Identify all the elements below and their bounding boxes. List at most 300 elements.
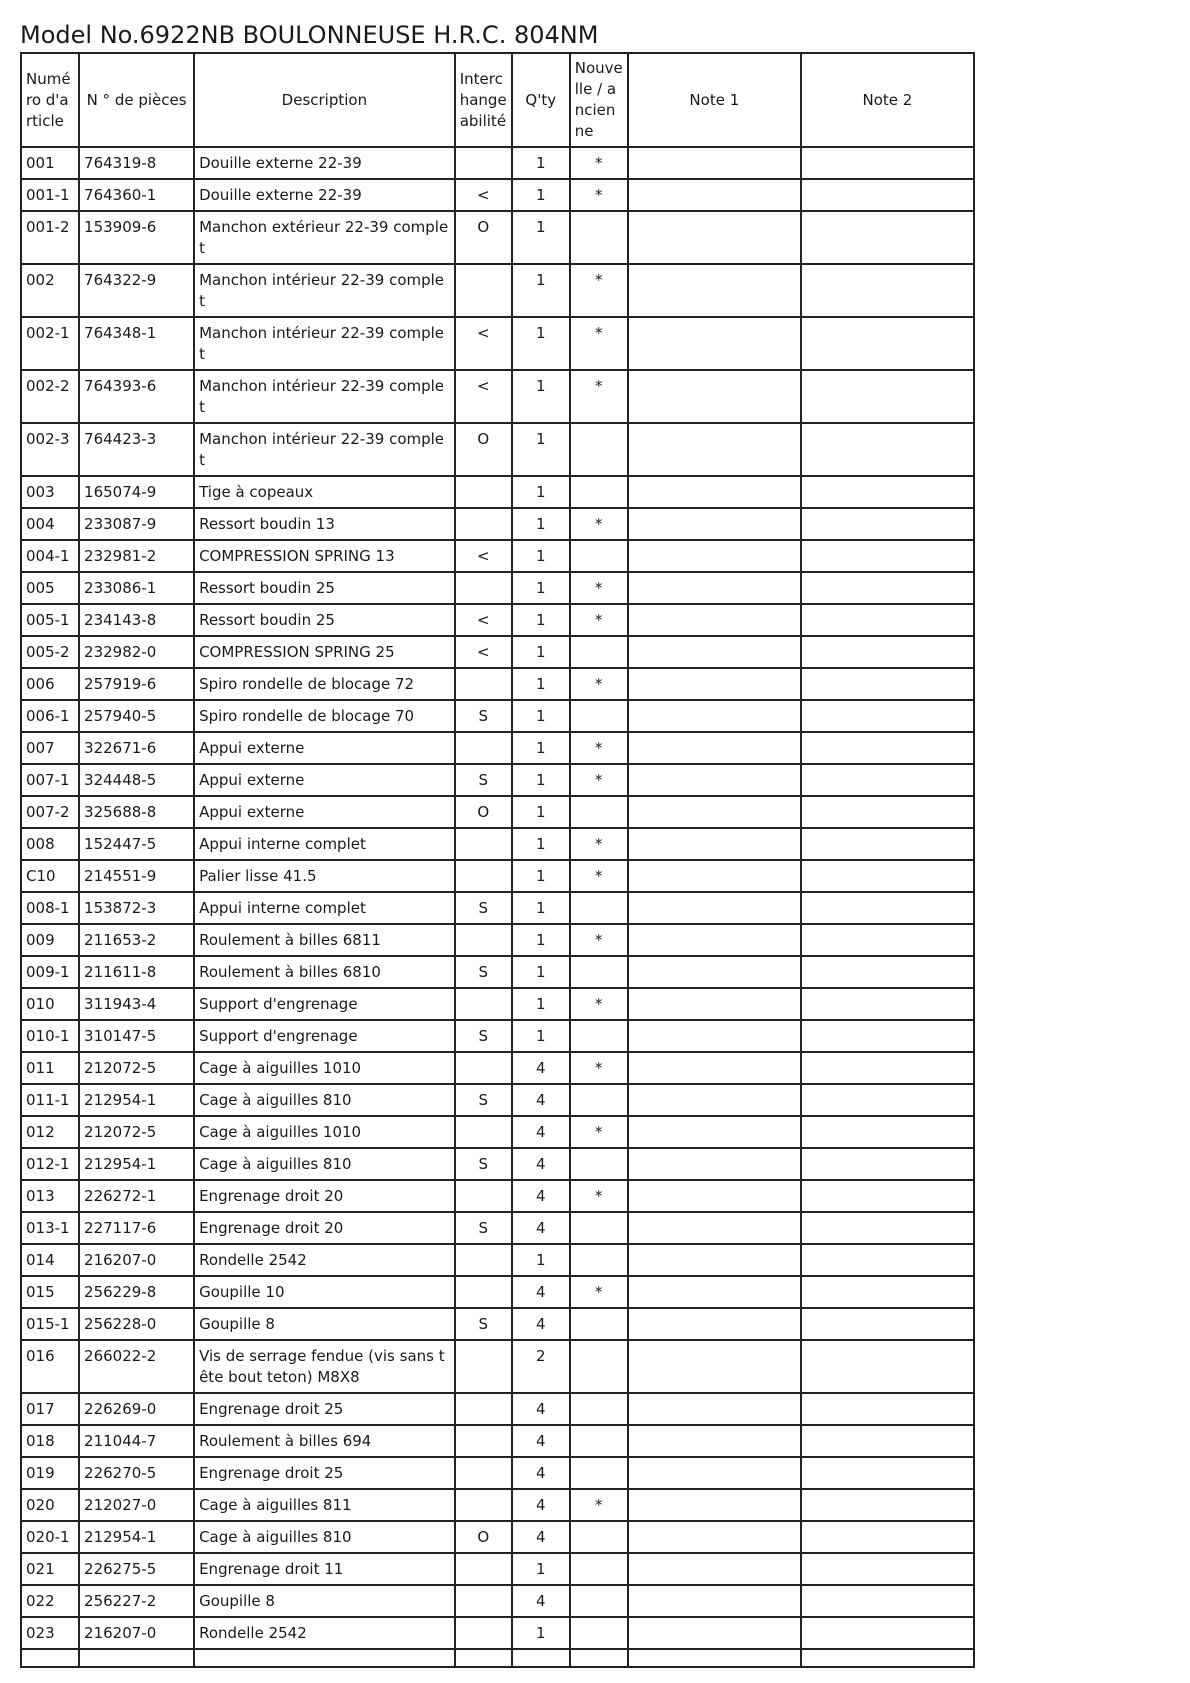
cell-new-old: * (570, 1180, 628, 1212)
cell-note2 (801, 1180, 974, 1212)
cell-item-no: 009-1 (21, 956, 79, 988)
cell-interchangeability (455, 1617, 512, 1649)
cell-qty: 1 (512, 700, 570, 732)
cell-note2 (801, 988, 974, 1020)
cell-new-old (570, 1020, 628, 1052)
cell-interchangeability (455, 264, 512, 317)
cell-interchangeability (455, 1276, 512, 1308)
cell-empty (21, 1649, 79, 1667)
table-row (21, 1212, 974, 1244)
table-row-cut-off (21, 1649, 974, 1667)
table-row (21, 1457, 974, 1489)
cell-description: Roulement à billes 694 (194, 1425, 455, 1457)
cell-note1 (628, 1148, 801, 1180)
table-row (21, 1393, 974, 1425)
cell-qty: 1 (512, 147, 570, 179)
cell-empty (570, 1649, 628, 1667)
cell-note2 (801, 1457, 974, 1489)
cell-note2 (801, 892, 974, 924)
cell-qty: 1 (512, 317, 570, 370)
table-row (21, 924, 974, 956)
cell-part-no: 764423-3 (79, 423, 194, 476)
table-row (21, 636, 974, 668)
cell-note1 (628, 1617, 801, 1649)
cell-item-no: 002-2 (21, 370, 79, 423)
cell-note2 (801, 1425, 974, 1457)
cell-empty (628, 1649, 801, 1667)
cell-note1 (628, 476, 801, 508)
cell-note2 (801, 1617, 974, 1649)
cell-item-no: 006 (21, 668, 79, 700)
cell-item-no: 020-1 (21, 1521, 79, 1553)
cell-note1 (628, 1393, 801, 1425)
cell-description: Appui externe (194, 764, 455, 796)
cell-empty (194, 1649, 455, 1667)
cell-note1 (628, 828, 801, 860)
cell-note1 (628, 796, 801, 828)
cell-part-no: 232982-0 (79, 636, 194, 668)
cell-qty: 1 (512, 956, 570, 988)
cell-note2 (801, 1553, 974, 1585)
cell-qty: 1 (512, 636, 570, 668)
cell-qty: 4 (512, 1052, 570, 1084)
cell-note2 (801, 604, 974, 636)
cell-part-no: 153872-3 (79, 892, 194, 924)
cell-note2 (801, 1052, 974, 1084)
cell-description: Goupille 10 (194, 1276, 455, 1308)
cell-description: Engrenage droit 20 (194, 1212, 455, 1244)
cell-part-no: 226275-5 (79, 1553, 194, 1585)
cell-new-old: * (570, 1116, 628, 1148)
cell-note2 (801, 147, 974, 179)
cell-note1 (628, 1521, 801, 1553)
cell-interchangeability: < (455, 540, 512, 572)
table-row (21, 956, 974, 988)
cell-new-old: * (570, 508, 628, 540)
cell-note2 (801, 1585, 974, 1617)
cell-note1 (628, 370, 801, 423)
cell-part-no: 212072-5 (79, 1052, 194, 1084)
cell-item-no: 023 (21, 1617, 79, 1649)
col-header-item-no: Numéro d'article (21, 53, 79, 147)
cell-description: Manchon intérieur 22-39 complet (194, 264, 455, 317)
cell-note1 (628, 1340, 801, 1393)
cell-note1 (628, 764, 801, 796)
cell-qty: 1 (512, 796, 570, 828)
cell-new-old: * (570, 147, 628, 179)
cell-part-no: 226269-0 (79, 1393, 194, 1425)
cell-interchangeability: S (455, 892, 512, 924)
cell-description: COMPRESSION SPRING 25 (194, 636, 455, 668)
cell-note2 (801, 732, 974, 764)
cell-note1 (628, 1457, 801, 1489)
cell-interchangeability (455, 1585, 512, 1617)
table-row (21, 732, 974, 764)
cell-description: Appui interne complet (194, 828, 455, 860)
cell-part-no: 764322-9 (79, 264, 194, 317)
cell-new-old: * (570, 179, 628, 211)
cell-interchangeability: < (455, 370, 512, 423)
col-header-qty: Q'ty (512, 53, 570, 147)
cell-note2 (801, 370, 974, 423)
cell-interchangeability: S (455, 1212, 512, 1244)
cell-note2 (801, 956, 974, 988)
cell-note1 (628, 1052, 801, 1084)
cell-item-no: 002-3 (21, 423, 79, 476)
cell-qty: 1 (512, 211, 570, 264)
cell-new-old (570, 1457, 628, 1489)
cell-interchangeability: < (455, 636, 512, 668)
cell-qty: 4 (512, 1393, 570, 1425)
table-row (21, 264, 974, 317)
cell-item-no: 002 (21, 264, 79, 317)
cell-description: Support d'engrenage (194, 988, 455, 1020)
table-header-row (21, 53, 974, 147)
cell-item-no: 007-2 (21, 796, 79, 828)
cell-note2 (801, 317, 974, 370)
cell-interchangeability: O (455, 1521, 512, 1553)
cell-description: Cage à aiguilles 810 (194, 1521, 455, 1553)
cell-item-no: 008 (21, 828, 79, 860)
cell-part-no: 256228-0 (79, 1308, 194, 1340)
cell-qty: 4 (512, 1457, 570, 1489)
table-row (21, 1244, 974, 1276)
cell-description: Goupille 8 (194, 1585, 455, 1617)
cell-item-no: 006-1 (21, 700, 79, 732)
cell-qty: 1 (512, 764, 570, 796)
cell-description: Cage à aiguilles 810 (194, 1084, 455, 1116)
cell-qty: 1 (512, 264, 570, 317)
cell-description: Spiro rondelle de blocage 70 (194, 700, 455, 732)
cell-qty: 4 (512, 1148, 570, 1180)
cell-interchangeability (455, 1425, 512, 1457)
cell-part-no: 322671-6 (79, 732, 194, 764)
cell-part-no: 311943-4 (79, 988, 194, 1020)
cell-new-old (570, 1393, 628, 1425)
cell-item-no: 004 (21, 508, 79, 540)
cell-interchangeability: S (455, 1308, 512, 1340)
cell-description: Tige à copeaux (194, 476, 455, 508)
cell-item-no: 019 (21, 1457, 79, 1489)
table-row (21, 147, 974, 179)
cell-part-no: 152447-5 (79, 828, 194, 860)
cell-note2 (801, 796, 974, 828)
cell-interchangeability (455, 924, 512, 956)
cell-new-old (570, 1084, 628, 1116)
cell-item-no: 021 (21, 1553, 79, 1585)
cell-note2 (801, 700, 974, 732)
cell-note2 (801, 1116, 974, 1148)
cell-part-no: 256229-8 (79, 1276, 194, 1308)
cell-description: Goupille 8 (194, 1308, 455, 1340)
cell-description: Roulement à billes 6811 (194, 924, 455, 956)
table-row (21, 700, 974, 732)
cell-description: Cage à aiguilles 811 (194, 1489, 455, 1521)
cell-note2 (801, 1489, 974, 1521)
cell-new-old: * (570, 264, 628, 317)
cell-part-no: 212954-1 (79, 1148, 194, 1180)
cell-interchangeability: S (455, 700, 512, 732)
cell-new-old (570, 1585, 628, 1617)
table-row (21, 423, 974, 476)
cell-new-old: * (570, 828, 628, 860)
cell-empty (801, 1649, 974, 1667)
cell-item-no: 005-1 (21, 604, 79, 636)
cell-description: Palier lisse 41.5 (194, 860, 455, 892)
cell-description: Douille externe 22-39 (194, 147, 455, 179)
cell-note2 (801, 211, 974, 264)
table-row (21, 796, 974, 828)
cell-interchangeability: S (455, 1084, 512, 1116)
cell-note2 (801, 1308, 974, 1340)
parts-table (20, 52, 975, 1668)
cell-interchangeability (455, 668, 512, 700)
cell-qty: 1 (512, 179, 570, 211)
table-row (21, 179, 974, 211)
table-row (21, 540, 974, 572)
cell-interchangeability: O (455, 796, 512, 828)
cell-description: Ressort boudin 25 (194, 604, 455, 636)
cell-note1 (628, 1244, 801, 1276)
col-header-note2: Note 2 (801, 53, 974, 147)
cell-qty: 1 (512, 604, 570, 636)
cell-part-no: 764319-8 (79, 147, 194, 179)
cell-new-old (570, 956, 628, 988)
cell-qty: 1 (512, 668, 570, 700)
cell-item-no: 016 (21, 1340, 79, 1393)
cell-part-no: 214551-9 (79, 860, 194, 892)
cell-qty: 4 (512, 1084, 570, 1116)
cell-note2 (801, 636, 974, 668)
cell-description: Cage à aiguilles 1010 (194, 1116, 455, 1148)
cell-item-no: 009 (21, 924, 79, 956)
cell-interchangeability: < (455, 317, 512, 370)
cell-item-no: 007-1 (21, 764, 79, 796)
cell-note2 (801, 264, 974, 317)
cell-interchangeability (455, 1052, 512, 1084)
cell-description: COMPRESSION SPRING 13 (194, 540, 455, 572)
cell-item-no: 011 (21, 1052, 79, 1084)
cell-part-no: 212954-1 (79, 1084, 194, 1116)
cell-description: Vis de serrage fendue (vis sans tête bout teton) M8X8 (194, 1340, 455, 1393)
cell-note2 (801, 1276, 974, 1308)
cell-empty (79, 1649, 194, 1667)
cell-interchangeability (455, 1393, 512, 1425)
table-row (21, 1425, 974, 1457)
cell-new-old: * (570, 764, 628, 796)
table-row (21, 860, 974, 892)
table-row (21, 1084, 974, 1116)
cell-qty: 1 (512, 1244, 570, 1276)
cell-new-old (570, 1553, 628, 1585)
cell-part-no: 211653-2 (79, 924, 194, 956)
cell-description: Douille externe 22-39 (194, 179, 455, 211)
cell-note2 (801, 1340, 974, 1393)
cell-new-old: * (570, 1052, 628, 1084)
cell-qty: 1 (512, 988, 570, 1020)
cell-item-no: 012 (21, 1116, 79, 1148)
cell-new-old: * (570, 317, 628, 370)
cell-item-no: 012-1 (21, 1148, 79, 1180)
cell-new-old (570, 1148, 628, 1180)
cell-interchangeability (455, 508, 512, 540)
cell-note1 (628, 892, 801, 924)
cell-description: Rondelle 2542 (194, 1244, 455, 1276)
cell-new-old: * (570, 732, 628, 764)
cell-interchangeability: O (455, 211, 512, 264)
cell-note2 (801, 179, 974, 211)
cell-interchangeability: S (455, 1148, 512, 1180)
cell-qty: 1 (512, 892, 570, 924)
cell-item-no: 005 (21, 572, 79, 604)
cell-part-no: 325688-8 (79, 796, 194, 828)
cell-interchangeability: S (455, 956, 512, 988)
cell-note1 (628, 1084, 801, 1116)
cell-item-no: 003 (21, 476, 79, 508)
cell-qty: 4 (512, 1585, 570, 1617)
cell-note1 (628, 924, 801, 956)
cell-note1 (628, 264, 801, 317)
cell-interchangeability: < (455, 604, 512, 636)
cell-part-no: 256227-2 (79, 1585, 194, 1617)
cell-note1 (628, 1308, 801, 1340)
cell-item-no: 010 (21, 988, 79, 1020)
cell-item-no: 018 (21, 1425, 79, 1457)
cell-description: Manchon intérieur 22-39 complet (194, 370, 455, 423)
cell-qty: 2 (512, 1340, 570, 1393)
table-row (21, 1180, 974, 1212)
cell-new-old (570, 700, 628, 732)
table-row (21, 604, 974, 636)
cell-item-no: 004-1 (21, 540, 79, 572)
cell-interchangeability (455, 1180, 512, 1212)
cell-description: Appui externe (194, 796, 455, 828)
cell-new-old (570, 211, 628, 264)
cell-new-old (570, 892, 628, 924)
cell-item-no: 020 (21, 1489, 79, 1521)
cell-note1 (628, 1116, 801, 1148)
cell-description: Ressort boudin 25 (194, 572, 455, 604)
cell-new-old (570, 1425, 628, 1457)
table-row (21, 476, 974, 508)
cell-item-no: 008-1 (21, 892, 79, 924)
cell-description: Ressort boudin 13 (194, 508, 455, 540)
cell-note1 (628, 317, 801, 370)
cell-note2 (801, 1084, 974, 1116)
cell-description: Engrenage droit 25 (194, 1457, 455, 1489)
cell-new-old (570, 540, 628, 572)
cell-item-no: 002-1 (21, 317, 79, 370)
cell-note1 (628, 211, 801, 264)
cell-note1 (628, 1489, 801, 1521)
cell-note2 (801, 476, 974, 508)
cell-interchangeability (455, 1116, 512, 1148)
cell-qty: 4 (512, 1116, 570, 1148)
cell-note1 (628, 1276, 801, 1308)
cell-item-no: C10 (21, 860, 79, 892)
table-row (21, 764, 974, 796)
cell-qty: 1 (512, 924, 570, 956)
page-title: Model No.6922NB BOULONNEUSE H.R.C. 804NM (20, 21, 599, 49)
cell-new-old: * (570, 370, 628, 423)
cell-item-no: 014 (21, 1244, 79, 1276)
table-row (21, 211, 974, 264)
cell-note1 (628, 636, 801, 668)
table-row (21, 1521, 974, 1553)
cell-part-no: 257940-5 (79, 700, 194, 732)
cell-description: Appui interne complet (194, 892, 455, 924)
table-row (21, 572, 974, 604)
cell-new-old (570, 1617, 628, 1649)
table-row (21, 1553, 974, 1585)
cell-note1 (628, 1553, 801, 1585)
cell-item-no: 007 (21, 732, 79, 764)
cell-note1 (628, 1180, 801, 1212)
table-row (21, 317, 974, 370)
cell-item-no: 015 (21, 1276, 79, 1308)
cell-part-no: 764393-6 (79, 370, 194, 423)
cell-part-no: 324448-5 (79, 764, 194, 796)
cell-qty: 1 (512, 423, 570, 476)
cell-new-old: * (570, 1276, 628, 1308)
cell-note2 (801, 1148, 974, 1180)
table-row (21, 1308, 974, 1340)
cell-note1 (628, 1425, 801, 1457)
table-row (21, 1617, 974, 1649)
cell-qty: 1 (512, 1020, 570, 1052)
cell-new-old (570, 1521, 628, 1553)
cell-part-no: 226270-5 (79, 1457, 194, 1489)
cell-note2 (801, 1521, 974, 1553)
cell-interchangeability (455, 1553, 512, 1585)
cell-interchangeability (455, 988, 512, 1020)
cell-description: Manchon extérieur 22-39 complet (194, 211, 455, 264)
cell-new-old: * (570, 924, 628, 956)
cell-interchangeability (455, 1489, 512, 1521)
cell-note1 (628, 668, 801, 700)
cell-interchangeability (455, 476, 512, 508)
cell-description: Engrenage droit 25 (194, 1393, 455, 1425)
cell-note2 (801, 423, 974, 476)
cell-part-no: 153909-6 (79, 211, 194, 264)
cell-qty: 1 (512, 572, 570, 604)
cell-note2 (801, 764, 974, 796)
cell-note1 (628, 1020, 801, 1052)
cell-part-no: 257919-6 (79, 668, 194, 700)
cell-qty: 1 (512, 508, 570, 540)
cell-qty: 4 (512, 1212, 570, 1244)
cell-part-no: 266022-2 (79, 1340, 194, 1393)
cell-description: Cage à aiguilles 1010 (194, 1052, 455, 1084)
cell-new-old (570, 1244, 628, 1276)
cell-note1 (628, 540, 801, 572)
cell-qty: 4 (512, 1425, 570, 1457)
col-header-part-no: N ° de pièces (79, 53, 194, 147)
cell-part-no: 211611-8 (79, 956, 194, 988)
cell-note2 (801, 828, 974, 860)
cell-item-no: 013-1 (21, 1212, 79, 1244)
table-row (21, 1585, 974, 1617)
cell-empty (512, 1649, 570, 1667)
table-row (21, 1020, 974, 1052)
cell-interchangeability (455, 828, 512, 860)
cell-part-no: 212027-0 (79, 1489, 194, 1521)
cell-part-no: 764348-1 (79, 317, 194, 370)
table-row (21, 1052, 974, 1084)
cell-new-old (570, 1340, 628, 1393)
table-row (21, 892, 974, 924)
cell-qty: 1 (512, 1617, 570, 1649)
